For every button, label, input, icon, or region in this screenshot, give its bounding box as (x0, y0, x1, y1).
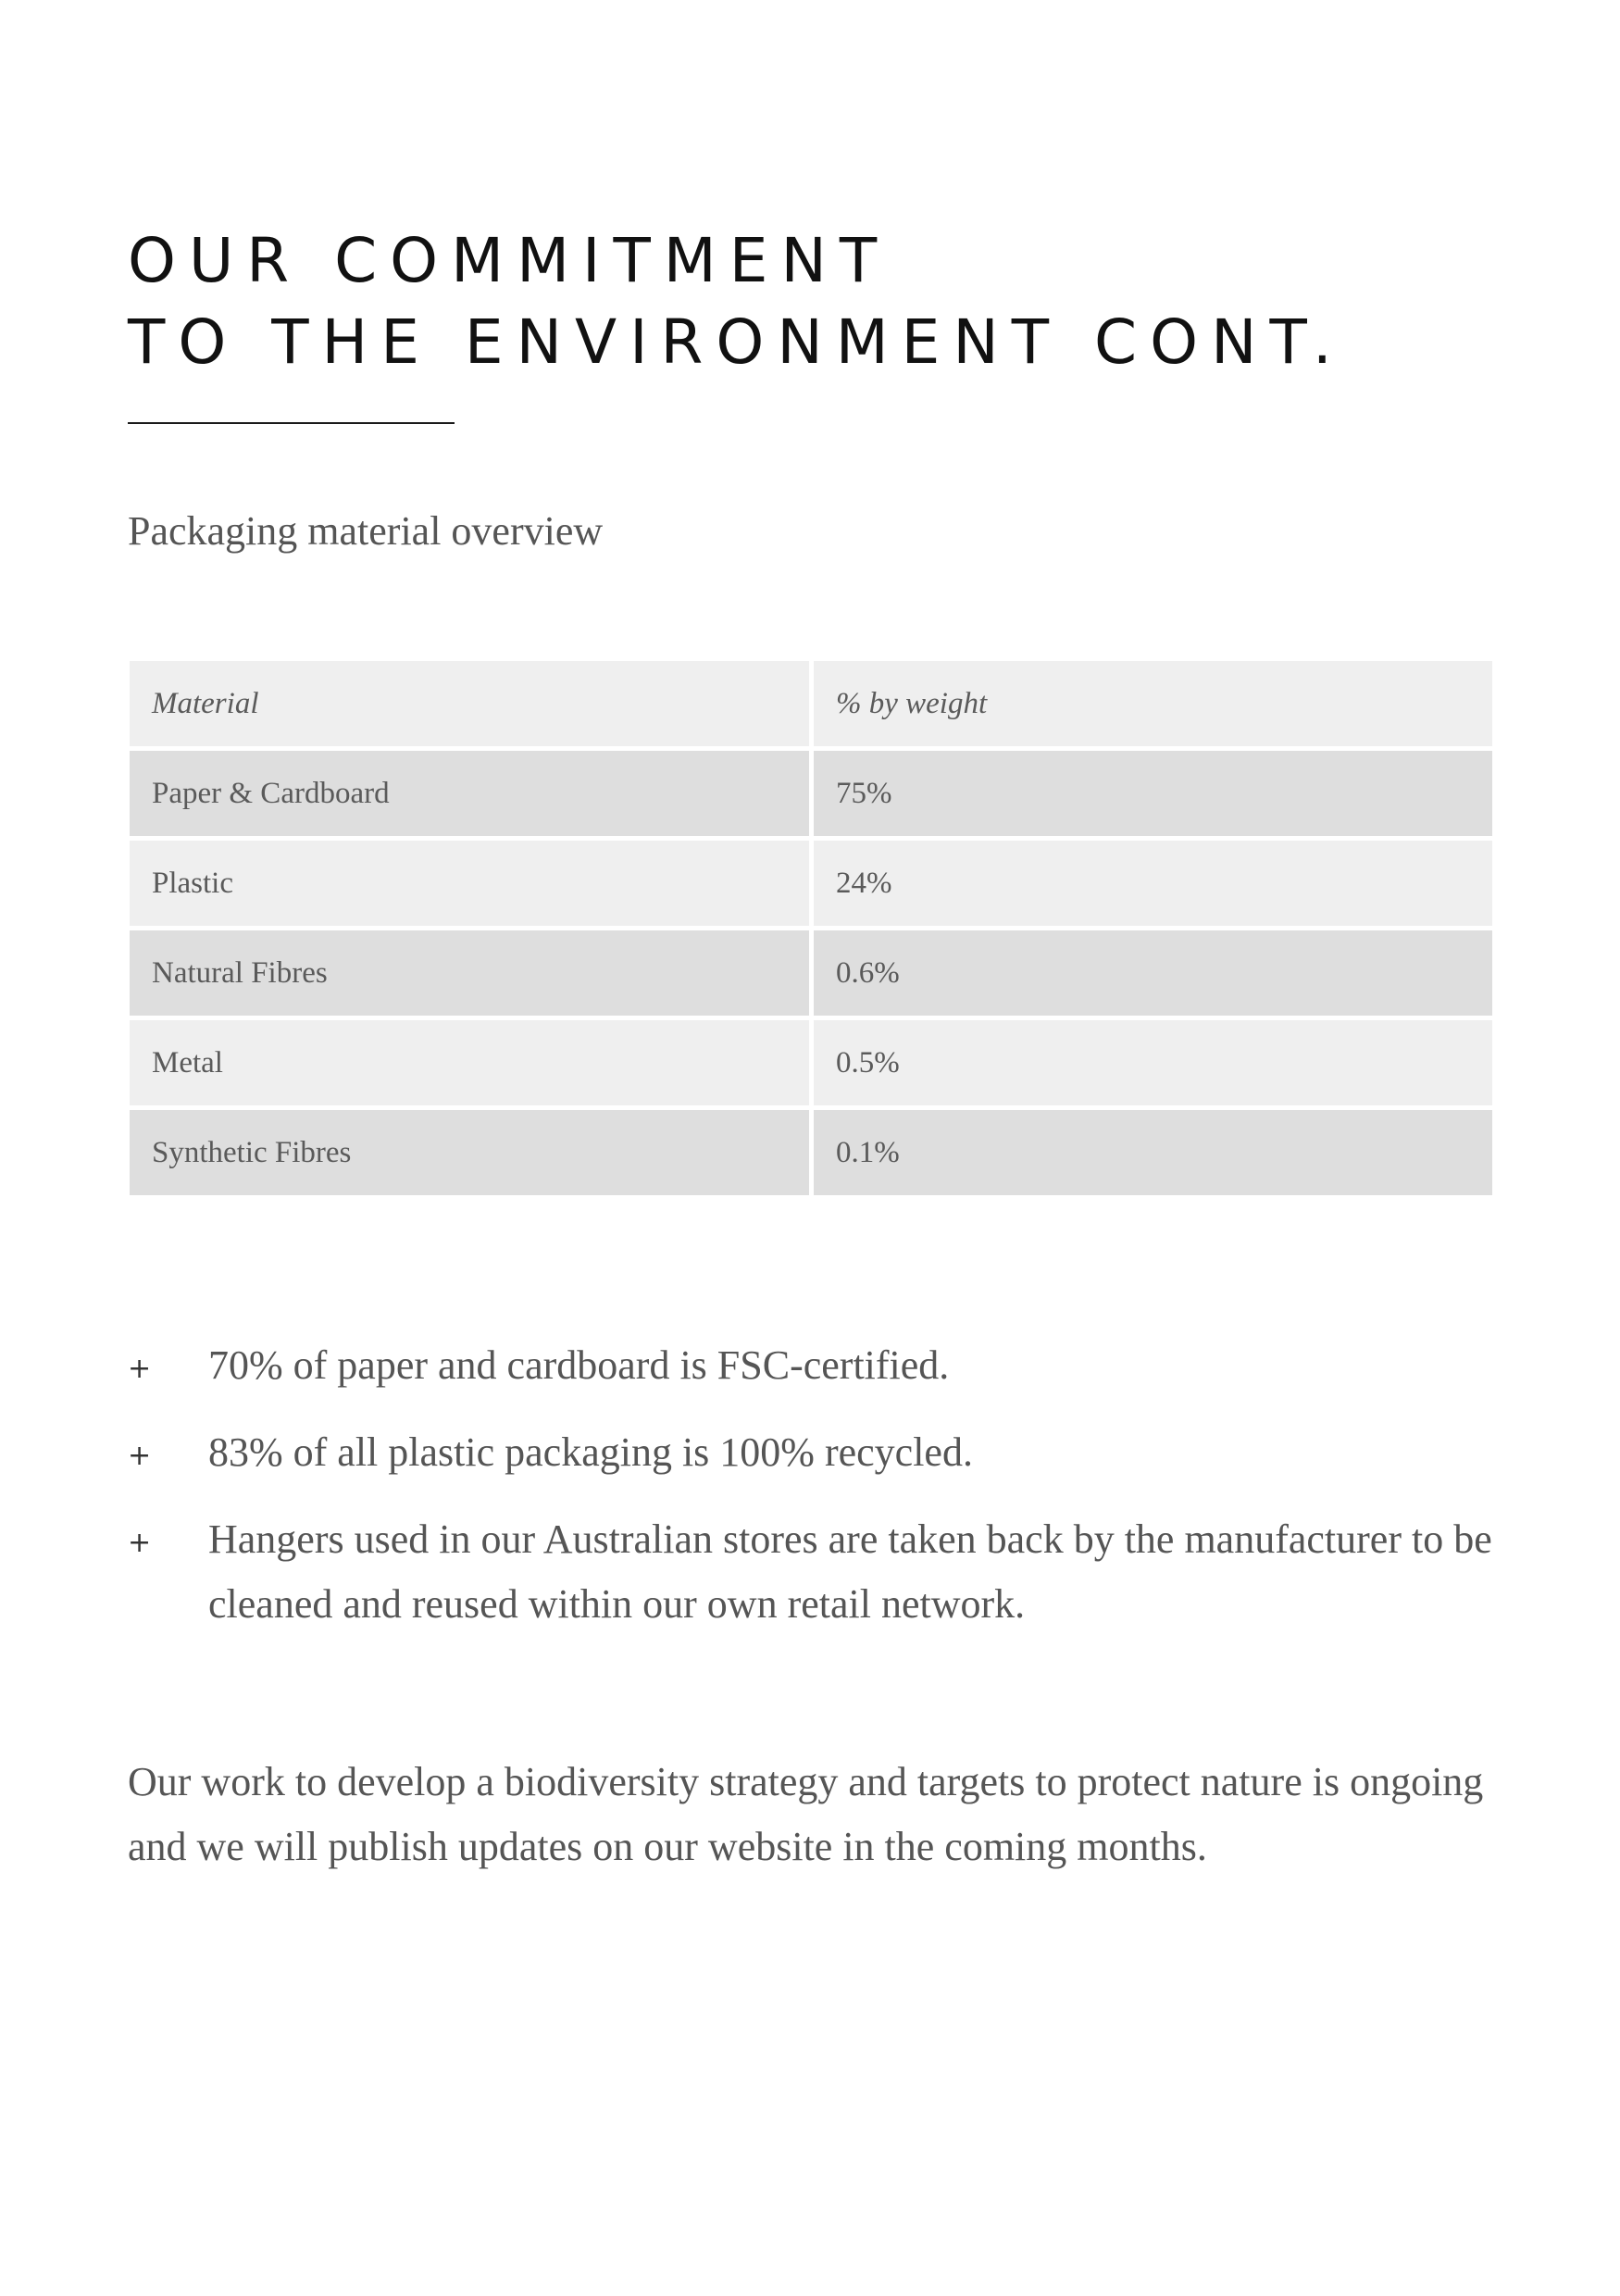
table-row (130, 1110, 1492, 1200)
table-row (130, 930, 1492, 1020)
page-title (128, 220, 1345, 383)
table-row (130, 1020, 1492, 1110)
list-item-text: Hangers used in our Australian stores are taken back by the manufacturer to be cleaned and reused within our own retail network. (208, 1516, 1492, 1627)
weight-cell: 75% (814, 751, 1492, 841)
column-header-weight: % by weight (814, 661, 1492, 751)
list-item-text: 83% of all plastic packaging is 100% recycled. (208, 1429, 973, 1475)
table-row (130, 841, 1492, 930)
closing-paragraph: Our work to develop a biodiversity strategy and targets to protect nature is ongoing and we will publish updates on our website in the coming months. (128, 1759, 1484, 1869)
weight-cell: 24% (814, 841, 1492, 930)
weight-cell: 0.5% (814, 1020, 1492, 1110)
weight-cell: 0.1% (814, 1110, 1492, 1200)
material-cell: Paper & Cardboard (130, 751, 814, 841)
material-cell: Metal (130, 1020, 814, 1110)
material-cell: Natural Fibres (130, 930, 814, 1020)
plus-icon: + (128, 1440, 152, 1472)
bullet-list (128, 1333, 1498, 1659)
material-cell: Plastic (130, 841, 814, 930)
title-divider (128, 422, 455, 424)
column-header-material: Material (130, 661, 814, 751)
list-item-text: 70% of paper and cardboard is FSC-certified. (208, 1342, 950, 1388)
plus-icon: + (128, 1527, 152, 1559)
page-title-line-2: TO THE ENVIRONMENT CONT. (128, 306, 1345, 378)
packaging-material-table (130, 661, 1492, 1200)
table-row (130, 751, 1492, 841)
table-header-row (130, 661, 1492, 751)
list-item (128, 1420, 1498, 1485)
list-item (128, 1333, 1498, 1398)
section-subtitle: Packaging material overview (128, 508, 604, 554)
list-item (128, 1507, 1498, 1637)
material-cell: Synthetic Fibres (130, 1110, 814, 1200)
weight-cell: 0.6% (814, 930, 1492, 1020)
page-title-line-1: OUR COMMITMENT (128, 225, 891, 296)
plus-icon: + (128, 1353, 152, 1385)
